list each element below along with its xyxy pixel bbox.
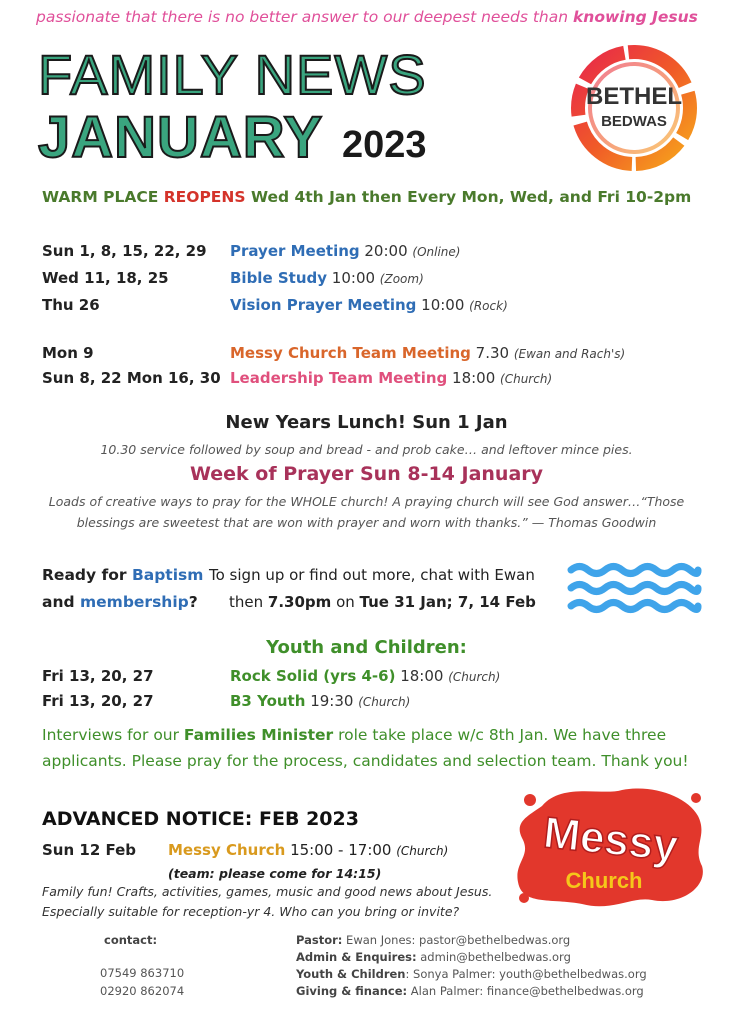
advanced-desc1: Family fun! Crafts, activities, games, music and good news about Jesus. — [42, 884, 493, 899]
baptism-label-line1 — [42, 566, 203, 584]
event-name: Bible Study — [230, 269, 328, 287]
baptism-label-line2 — [42, 593, 198, 611]
contact-row — [296, 933, 570, 947]
interviews-text-a: Interviews for our — [42, 726, 184, 744]
event-time: 10:00 — [327, 269, 380, 287]
warm-post: Wed 4th Jan then Every Mon, Wed, and Fri 10-2pm — [245, 188, 692, 206]
water-waves-icon — [567, 562, 705, 614]
event-date: Wed 11, 18, 25 — [42, 269, 169, 287]
baptism-and-text: and — [42, 593, 80, 611]
event-date: Mon 9 — [42, 344, 94, 362]
advanced-team-note: (team: please come for 14:15) — [168, 866, 382, 881]
youth-name: Rock Solid (yrs 4-6) — [230, 667, 396, 685]
warm-pre: WARM PLACE — [42, 188, 164, 206]
baptism-ready-text: Ready for — [42, 566, 132, 584]
bethel-bedwas-logo — [561, 42, 707, 174]
tagline-text: passionate that there is no better answer to our deepest needs than — [36, 8, 573, 26]
baptism-word: Baptism — [131, 566, 204, 584]
contact-row — [296, 950, 571, 964]
contact-row-label: Youth & Children — [296, 967, 406, 981]
event-note: (Zoom) — [379, 272, 424, 286]
advanced-date: Sun 12 Feb — [42, 841, 137, 859]
youth-row — [42, 665, 500, 687]
youth-name: B3 Youth — [230, 692, 306, 710]
contact-phone: 07549 863710 — [100, 966, 185, 980]
baptism-dates: Tue 31 Jan; 7, 14 Feb — [359, 593, 536, 611]
youth-note: (Church) — [448, 670, 501, 684]
event-time: 18:00 — [447, 369, 501, 387]
advanced-desc2: Especially suitable for reception-yr 4. Who can you bring or invite? — [42, 904, 460, 919]
youth-note: (Church) — [358, 695, 411, 709]
youth-time: 19:30 — [305, 692, 359, 710]
event-note: (Church) — [500, 372, 553, 386]
event-note: (Ewan and Rach's) — [513, 347, 626, 361]
logo-text-bethel: BETHEL — [586, 83, 682, 110]
advanced-notice-heading: ADVANCED NOTICE: FEB 2023 — [42, 808, 359, 830]
lunch-description: 10.30 service followed by soup and bread - and prob cake… and leftover mince pies. — [100, 442, 633, 457]
contact-label — [104, 933, 157, 947]
families-minister: Families Minister — [183, 726, 334, 744]
event-note: (Online) — [412, 245, 461, 259]
title-month: JANUARY — [38, 105, 324, 170]
event-name: Vision Prayer Meeting — [230, 296, 417, 314]
contact-row-value: : Sonya Palmer: youth@bethelbedwas.org — [405, 967, 647, 981]
prayer-week-heading: Week of Prayer Sun 8-14 January — [189, 463, 544, 485]
youth-heading: Youth and Children: — [266, 637, 467, 658]
prayer-week-line1: Loads of creative ways to pray for the WHOLE church! A praying church will see God answer…“Those — [48, 494, 685, 509]
contact-phone: 02920 862074 — [100, 984, 185, 998]
warm-place-notice — [42, 188, 691, 206]
event-note: (Rock) — [469, 299, 508, 313]
event-row — [42, 367, 552, 389]
event-time: 7.30 — [470, 344, 514, 362]
contact-label-text: contact: — [104, 933, 158, 947]
advanced-note: (Church) — [396, 844, 449, 858]
contact-row — [296, 967, 647, 981]
event-date: Sun 1, 8, 15, 22, 29 — [42, 242, 207, 260]
messy-church-logo — [512, 786, 708, 914]
baptism-info-line2 — [229, 593, 536, 611]
event-name: Leadership Team Meeting — [230, 369, 448, 387]
event-row — [42, 294, 508, 316]
interviews-text-c: role take place w/c 8th Jan. We have three — [333, 726, 667, 744]
event-row — [42, 240, 460, 262]
contact-row-label: Pastor: — [296, 933, 343, 947]
warm-reopens: REOPENS — [163, 188, 246, 206]
question-mark: ? — [188, 593, 198, 611]
youth-time: 18:00 — [395, 667, 449, 685]
event-row — [42, 267, 424, 289]
contact-row-label: Giving & finance: — [296, 984, 408, 998]
baptism-then: then — [229, 593, 268, 611]
church-logo-text: Church — [565, 868, 643, 893]
baptism-on: on — [331, 593, 360, 611]
event-date: Sun 8, 22 Mon 16, 30 — [42, 369, 221, 387]
messy-logo-text: Messy — [541, 808, 681, 871]
prayer-week-line2: blessings are sweetest that are won with prayer and worn with thanks.” — Thomas Goodwin — [76, 515, 657, 530]
youth-row — [42, 690, 410, 712]
tagline — [36, 8, 698, 26]
event-row — [42, 342, 625, 364]
event-name: Prayer Meeting — [230, 242, 360, 260]
interviews-line1 — [42, 726, 666, 744]
contact-row-label: Admin & Enquires: — [296, 950, 417, 964]
advanced-time: 15:00 - 17:00 — [285, 841, 397, 859]
baptism-info-line1: To sign up or find out more, chat with Ewan — [209, 566, 535, 584]
membership-word: membership — [80, 593, 189, 611]
contact-row — [296, 984, 644, 998]
interviews-line2: applicants. Please pray for the process, candidates and selection team. Thank you! — [42, 752, 689, 770]
contact-row-value: Ewan Jones: pastor@bethelbedwas.org — [342, 933, 571, 947]
logo-text-bedwas: BEDWAS — [601, 113, 667, 130]
youth-date: Fri 13, 20, 27 — [42, 692, 154, 710]
event-date: Thu 26 — [42, 296, 100, 314]
title-year: 2023 — [342, 124, 427, 166]
event-time: 20:00 — [359, 242, 413, 260]
baptism-time: 7.30pm — [267, 593, 332, 611]
event-time: 10:00 — [416, 296, 470, 314]
tagline-emphasis: knowing Jesus — [572, 8, 698, 26]
youth-date: Fri 13, 20, 27 — [42, 667, 154, 685]
contact-row-value: Alan Palmer: finance@bethelbedwas.org — [407, 984, 644, 998]
contact-row-value: admin@bethelbedwas.org — [416, 950, 571, 964]
event-name: Messy Church Team Meeting — [230, 344, 471, 362]
title-family-news: FAMILY NEWS — [38, 43, 427, 106]
advanced-event-row — [42, 841, 448, 859]
lunch-heading: New Years Lunch! Sun 1 Jan — [225, 412, 508, 433]
advanced-event-name: Messy Church — [168, 841, 286, 859]
